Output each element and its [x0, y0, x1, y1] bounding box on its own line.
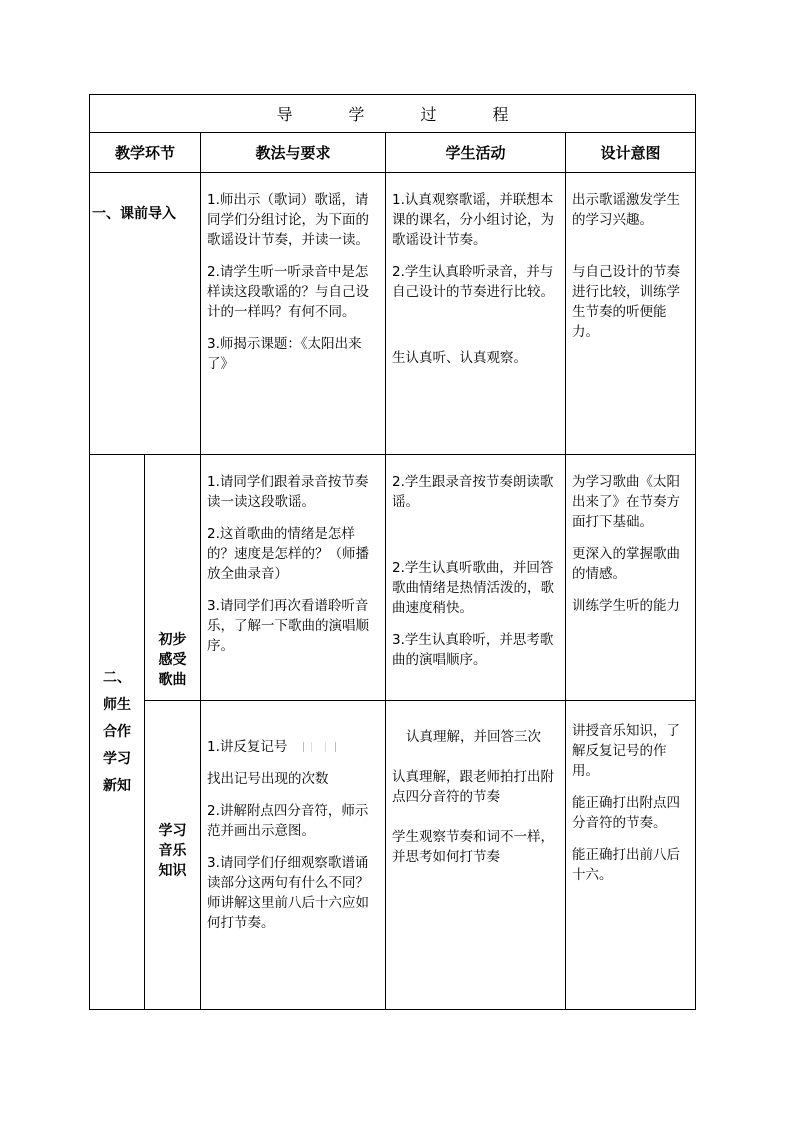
sub1-activity — [386, 455, 566, 701]
sub1-activity-item: 3.学生认真聆听，并思考歌曲的演唱顺序。 — [392, 632, 554, 668]
sub1-intent-item: 更深入的掌握歌曲的情感。 — [572, 546, 680, 582]
sub2-method-item: 2.讲解附点四分音符，师示范并画出示意图。 — [207, 803, 369, 839]
sub1-label-line: 初步 — [158, 632, 187, 648]
section2-label-line: 学习 — [103, 750, 131, 767]
repeat-sign-icon — [303, 742, 337, 752]
sub2-intent-item: 能正确打出附点四分音符的节奏。 — [572, 795, 680, 831]
section1-intent-item: 出示歌谣激发学生的学习兴趣。 — [572, 192, 680, 228]
sub2-activity-item: 认真理解，并回答三次 — [406, 729, 541, 745]
sub1-method-item: 3.请同学们再次看谱聆听音乐，了解一下歌曲的演唱顺序。 — [207, 598, 369, 654]
sub2-label-line: 音乐 — [158, 843, 187, 859]
section1-activity-item: 1.认真观察歌谣，并联想本课的课名，分小组讨论，为歌谣设计节奏。 — [392, 192, 554, 248]
sub2-method-item: 3.请同学们仔细观察歌谱诵读部分这两句有什么不同？师讲解这里前八后十六应如何打节奏。 — [207, 855, 369, 931]
section1-activity — [386, 173, 566, 455]
section1-intent-item: 与自己设计的节奏进行比较，训练学生节奏的听便能力。 — [572, 264, 680, 340]
header-method: 教法与要求 — [201, 133, 386, 173]
section1-method-item: 2.请学生听一听录音中是怎样读这段歌谣的？与自己设计的一样吗？有何不同。 — [207, 264, 369, 320]
sub1-label-line: 感受 — [158, 652, 187, 668]
table-title — [90, 95, 696, 133]
sub2-method-item — [207, 737, 380, 757]
sub1-method-item: 1.请同学们跟着录音按节奏读一读这段歌谣。 — [207, 474, 369, 510]
section1-activity-item: 生认真听、认真观察。 — [392, 350, 527, 366]
sub2-method-text: 1.讲反复记号 — [207, 739, 288, 755]
sub2-activity-item: 认真理解，跟老师拍打出附点四分音符的节奏 — [392, 769, 554, 805]
section1-method-item: 3.师揭示课题：《太阳出来了》 — [207, 336, 362, 372]
sub2-intent-item: 讲授音乐知识，了解反复记号的作用。 — [572, 723, 680, 779]
sub1-intent-item: 为学习歌曲《太阳出来了》在节奏方面打下基础。 — [572, 474, 680, 530]
section2-label — [90, 455, 145, 1010]
sub1-intent — [566, 455, 696, 701]
sub2-method-item: 找出记号出现的次数 — [207, 771, 329, 787]
sub1-method — [201, 455, 386, 701]
section2-label-line: 二、 — [103, 669, 131, 686]
lesson-plan-table — [89, 94, 696, 1010]
sub1-intent-item: 训练学生听的能力 — [572, 598, 680, 614]
sub2-activity-item: 学生观察节奏和词不一样，并思考如何打节奏 — [392, 829, 554, 865]
sub1-label — [145, 455, 201, 701]
title-char: 程 — [492, 105, 509, 124]
sub2-activity — [386, 701, 566, 1010]
header-activity: 学生活动 — [386, 133, 566, 173]
sub2-label — [145, 701, 201, 1010]
header-intent: 设计意图 — [566, 133, 696, 173]
sub1-activity-item: 2.学生认真听歌曲，并回答歌曲情绪是热情活泼的，歌曲速度稍快。 — [392, 560, 554, 616]
section1-method — [201, 173, 386, 455]
section1-label: 一、课前导入 — [90, 173, 201, 455]
title-char: 过 — [420, 105, 437, 124]
section1-intent — [566, 173, 696, 455]
sub1-method-item: 2.这首歌曲的情绪是怎样的？速度是怎样的？（师播放全曲录音） — [207, 526, 369, 582]
sub2-intent — [566, 701, 696, 1010]
sub1-label-line: 歌曲 — [158, 672, 187, 688]
section2-label-line: 合作 — [103, 723, 131, 740]
section2-label-line: 新知 — [103, 777, 131, 794]
sub1-activity-item: 2.学生跟录音按节奏朗读歌谣。 — [392, 474, 554, 510]
sub2-label-line: 知识 — [158, 863, 187, 879]
section2-label-line: 师生 — [103, 696, 131, 713]
section1-method-item: 1.师出示（歌词）歌谣，请同学们分组讨论，为下面的歌谣设计节奏，并读一读。 — [207, 192, 369, 248]
title-char: 导 — [276, 105, 293, 124]
header-stage: 教学环节 — [90, 133, 201, 173]
section1-activity-item: 2.学生认真聆听录音，并与自己设计的节奏进行比较。 — [392, 264, 554, 300]
sub2-intent-item: 能正确打出前八后十六。 — [572, 847, 680, 883]
title-char: 学 — [348, 105, 365, 124]
sub2-label-line: 学习 — [158, 823, 187, 839]
sub2-method — [201, 701, 386, 1010]
